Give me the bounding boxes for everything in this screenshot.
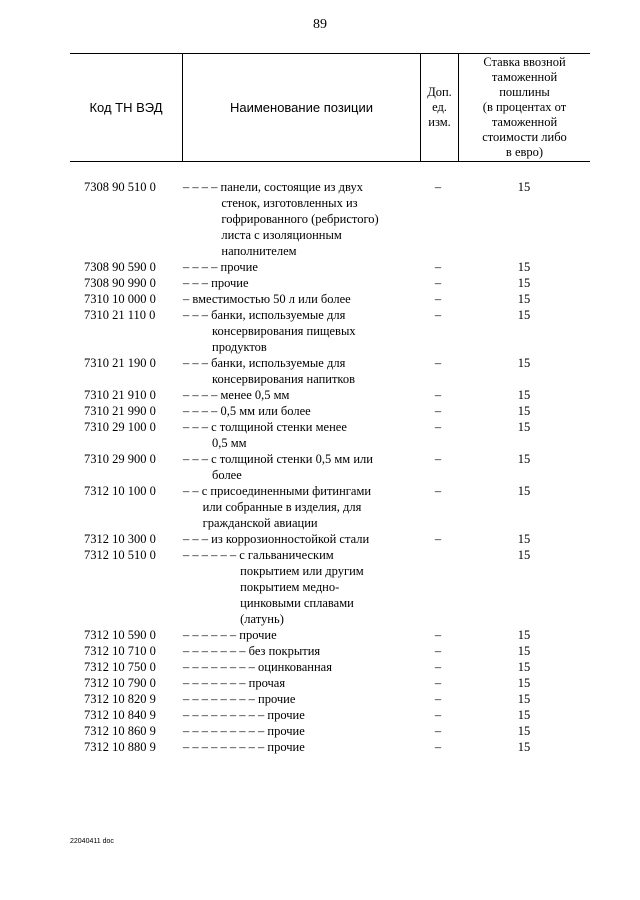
row-unit: – xyxy=(434,452,442,466)
row-description xyxy=(183,179,421,259)
row-rate: 15 xyxy=(517,740,531,754)
header-unit: Доп. ед. изм. xyxy=(420,54,458,161)
row-unit: – xyxy=(434,260,442,274)
indent-dashes: – – – – – – – xyxy=(183,676,246,690)
row-rate: 15 xyxy=(517,532,531,546)
description-line: 0,5 мм xyxy=(212,436,247,450)
row-unit: – xyxy=(434,628,442,642)
description-text: прочие xyxy=(239,628,277,642)
description-line xyxy=(183,531,421,547)
document-footer: 22040411 doc xyxy=(70,838,114,845)
description-text: панели, состоящие из двух xyxy=(220,180,363,194)
row-rate: 15 xyxy=(517,692,531,706)
description-line: или собранные в изделия, для xyxy=(202,500,362,514)
description-line: цинковыми сплавами xyxy=(240,596,354,610)
row-unit: – xyxy=(434,484,442,498)
indent-dashes: – xyxy=(183,292,190,306)
description-text: 0,5 мм или более xyxy=(220,404,311,418)
description-line: листа с изоляционным xyxy=(221,228,342,242)
row-code: 7310 10 000 0 xyxy=(84,292,156,306)
description-line xyxy=(183,403,421,419)
row-description xyxy=(183,723,421,739)
row-code: 7312 10 100 0 xyxy=(84,484,156,498)
description-text: из коррозионностойкой стали xyxy=(211,532,370,546)
row-unit: – xyxy=(434,356,442,370)
indent-dashes: – – – xyxy=(183,356,208,370)
row-description xyxy=(183,451,421,483)
table-row xyxy=(70,259,590,275)
indent-dashes: – – – – – – – – xyxy=(183,660,255,674)
row-rate: 15 xyxy=(517,404,531,418)
row-unit: – xyxy=(434,404,442,418)
row-description xyxy=(183,675,421,691)
header-rate: Ставка ввозной таможенной пошлины (в процентах от таможенной стоимости либо в евро) xyxy=(458,54,590,161)
row-unit: – xyxy=(434,420,442,434)
description-text: с гальваническим xyxy=(239,548,334,562)
description-line: более xyxy=(212,468,242,482)
description-line xyxy=(183,259,421,275)
description-text: банки, используемые для xyxy=(211,356,346,370)
description-line: гражданской авиации xyxy=(202,516,318,530)
description-line xyxy=(183,275,421,291)
row-rate: 15 xyxy=(517,292,531,306)
row-unit: – xyxy=(434,388,442,402)
row-unit: – xyxy=(434,676,442,690)
row-rate: 15 xyxy=(517,260,531,274)
row-description xyxy=(183,259,421,275)
row-unit: – xyxy=(434,660,442,674)
indent-dashes: – – – – – – – – – xyxy=(183,740,265,754)
table-row xyxy=(70,723,590,739)
row-description xyxy=(183,659,421,675)
row-code: 7312 10 710 0 xyxy=(84,644,156,658)
description-line xyxy=(183,291,421,307)
description-text: прочие xyxy=(267,708,305,722)
description-line xyxy=(183,451,421,467)
indent-dashes: – – – xyxy=(183,420,208,434)
description-text: прочие xyxy=(267,724,305,738)
description-line: (латунь) xyxy=(240,612,284,626)
indent-dashes: – – – – – – xyxy=(183,628,237,642)
indent-dashes: – – – – xyxy=(183,404,218,418)
row-code: 7312 10 300 0 xyxy=(84,532,156,546)
description-line xyxy=(183,691,421,707)
indent-dashes: – – – – – – – xyxy=(183,644,246,658)
table-row xyxy=(70,691,590,707)
row-description xyxy=(183,627,421,643)
row-code: 7310 29 900 0 xyxy=(84,452,156,466)
row-unit: – xyxy=(434,708,442,722)
indent-dashes: – – xyxy=(183,484,199,498)
indent-dashes: – – – – – – – – – xyxy=(183,724,265,738)
description-line xyxy=(183,179,421,195)
row-rate: 15 xyxy=(517,628,531,642)
indent-dashes: – – – xyxy=(183,276,208,290)
row-rate: 15 xyxy=(517,452,531,466)
description-line xyxy=(183,419,421,435)
description-text: вместимостью 50 л или более xyxy=(192,292,351,306)
row-description xyxy=(183,691,421,707)
row-code: 7312 10 860 9 xyxy=(84,724,156,738)
table-row xyxy=(70,707,590,723)
indent-dashes: – – – – – – – – – xyxy=(183,708,265,722)
row-rate: 15 xyxy=(517,388,531,402)
row-description xyxy=(183,707,421,723)
table-row xyxy=(70,627,590,643)
row-description xyxy=(183,307,421,355)
description-line xyxy=(183,387,421,403)
description-line: консервирования напитков xyxy=(212,372,356,386)
row-unit: – xyxy=(434,276,442,290)
header-code: Код ТН ВЭД xyxy=(89,100,163,115)
description-text: без покрытия xyxy=(248,644,321,658)
table-row xyxy=(70,355,590,387)
row-rate: 15 xyxy=(517,708,531,722)
description-line: стенок, изготовленных из xyxy=(221,196,358,210)
row-unit: – xyxy=(434,692,442,706)
description-text: оцинкованная xyxy=(258,660,332,674)
description-text: с толщиной стенки менее xyxy=(211,420,347,434)
row-code: 7310 21 990 0 xyxy=(84,404,156,418)
table-row xyxy=(70,307,590,355)
table-row xyxy=(70,675,590,691)
row-unit: – xyxy=(434,724,442,738)
row-rate: 15 xyxy=(517,484,531,498)
row-code: 7310 21 110 0 xyxy=(84,308,156,322)
table-row xyxy=(70,387,590,403)
table-row xyxy=(70,739,590,755)
row-unit: – xyxy=(434,180,442,194)
row-code: 7308 90 990 0 xyxy=(84,276,156,290)
description-line xyxy=(183,355,421,371)
table-row xyxy=(70,483,590,531)
row-code: 7312 10 790 0 xyxy=(84,676,156,690)
row-code: 7312 10 510 0 xyxy=(84,548,156,562)
row-unit: – xyxy=(434,308,442,322)
row-description xyxy=(183,419,421,451)
header-name: Наименование позиции xyxy=(182,54,420,161)
indent-dashes: – – – – – – – – xyxy=(183,692,255,706)
indent-dashes: – – – – – – xyxy=(183,548,237,562)
row-rate: 15 xyxy=(517,180,531,194)
table-row xyxy=(70,291,590,307)
indent-dashes: – – – xyxy=(183,452,208,466)
indent-dashes: – – – xyxy=(183,532,208,546)
row-unit: – xyxy=(434,532,442,546)
row-code: 7312 10 820 9 xyxy=(84,692,156,706)
table-row xyxy=(70,403,590,419)
description-text: прочая xyxy=(248,676,286,690)
table-row xyxy=(70,419,590,451)
row-description xyxy=(183,739,421,755)
description-line: наполнителем xyxy=(221,244,297,258)
table-body xyxy=(70,179,590,755)
row-rate: 15 xyxy=(517,548,531,562)
indent-dashes: – – – – xyxy=(183,180,218,194)
description-text: с присоединенными фитингами xyxy=(201,484,372,498)
row-rate: 15 xyxy=(517,308,531,322)
row-rate: 15 xyxy=(517,676,531,690)
row-code: 7308 90 590 0 xyxy=(84,260,156,274)
row-code: 7308 90 510 0 xyxy=(84,180,156,194)
row-code: 7312 10 750 0 xyxy=(84,660,156,674)
description-line xyxy=(183,483,421,499)
row-unit: – xyxy=(434,644,442,658)
description-text: прочие xyxy=(220,260,258,274)
table-row xyxy=(70,531,590,547)
description-text: банки, используемые для xyxy=(211,308,346,322)
row-rate: 15 xyxy=(517,420,531,434)
indent-dashes: – – – xyxy=(183,308,208,322)
description-line: консервирования пищевых xyxy=(212,324,356,338)
description-line: продуктов xyxy=(212,340,267,354)
description-text: прочие xyxy=(267,740,305,754)
description-line: покрытием медно- xyxy=(240,580,340,594)
description-line xyxy=(183,627,421,643)
table-row xyxy=(70,451,590,483)
row-description xyxy=(183,643,421,659)
description-text: менее 0,5 мм xyxy=(220,388,290,402)
description-line xyxy=(183,643,421,659)
table-header xyxy=(70,53,590,162)
row-description xyxy=(183,403,421,419)
row-rate: 15 xyxy=(517,660,531,674)
row-unit: – xyxy=(434,292,442,306)
row-description xyxy=(183,547,421,627)
indent-dashes: – – – – xyxy=(183,260,218,274)
row-description xyxy=(183,387,421,403)
table-row xyxy=(70,659,590,675)
row-description xyxy=(183,531,421,547)
row-rate: 15 xyxy=(517,724,531,738)
row-code: 7312 10 590 0 xyxy=(84,628,156,642)
row-code: 7310 21 190 0 xyxy=(84,356,156,370)
row-rate: 15 xyxy=(517,644,531,658)
description-line xyxy=(183,675,421,691)
indent-dashes: – – – – xyxy=(183,388,218,402)
table-row xyxy=(70,179,590,259)
row-description xyxy=(183,275,421,291)
description-line: покрытием или другим xyxy=(240,564,364,578)
row-code: 7312 10 880 9 xyxy=(84,740,156,754)
row-unit: – xyxy=(434,740,442,754)
description-line xyxy=(183,659,421,675)
table-row xyxy=(70,547,590,627)
row-code: 7310 29 100 0 xyxy=(84,420,156,434)
table-row xyxy=(70,275,590,291)
description-text: прочие xyxy=(211,276,249,290)
description-text: с толщиной стенки 0,5 мм или xyxy=(211,452,373,466)
row-rate: 15 xyxy=(517,276,531,290)
description-line xyxy=(183,707,421,723)
table-row xyxy=(70,643,590,659)
row-description xyxy=(183,291,421,307)
description-line xyxy=(183,723,421,739)
page-number: 89 xyxy=(313,17,327,32)
description-line: гофрированного (ребристого) xyxy=(221,212,379,226)
description-line xyxy=(183,739,421,755)
row-description xyxy=(183,355,421,387)
row-code: 7310 21 910 0 xyxy=(84,388,156,402)
description-line xyxy=(183,307,421,323)
row-code: 7312 10 840 9 xyxy=(84,708,156,722)
description-text: прочие xyxy=(258,692,296,706)
row-description xyxy=(183,483,421,531)
row-rate: 15 xyxy=(517,356,531,370)
description-line xyxy=(183,547,421,563)
